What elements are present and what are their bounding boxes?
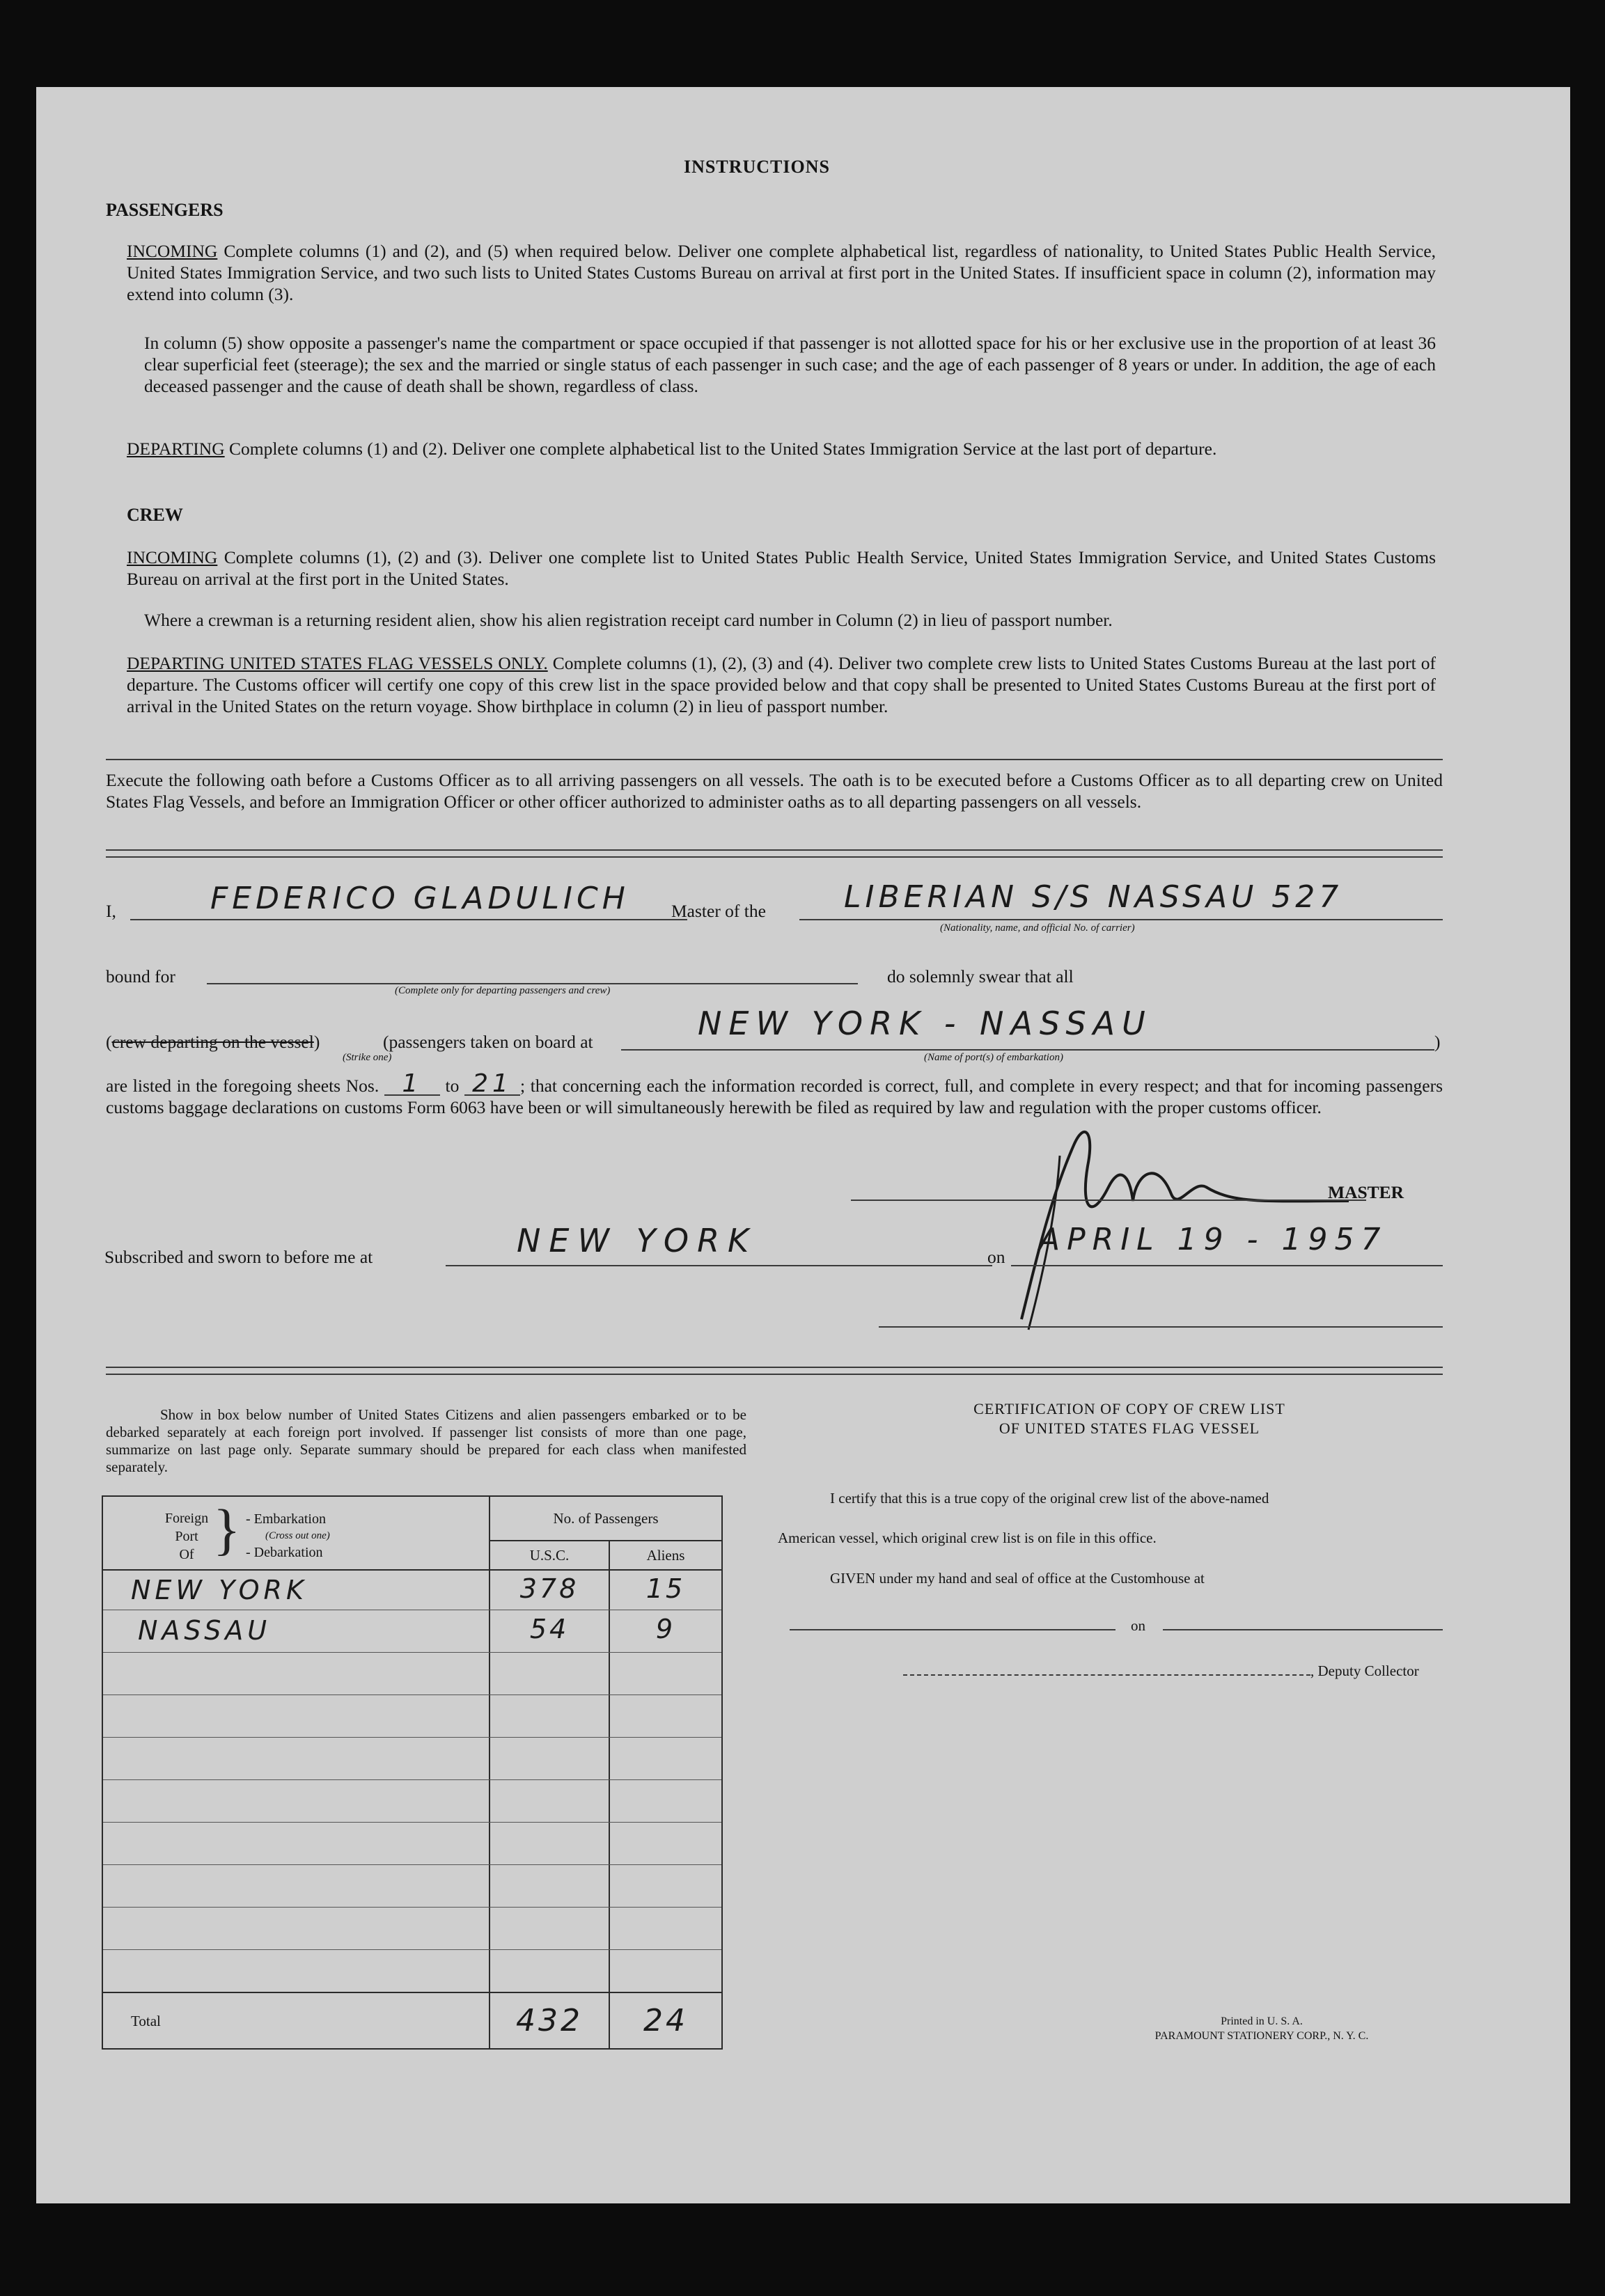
i-label: I, — [106, 901, 116, 921]
officer-signature-line — [879, 1326, 1443, 1328]
deputy-collector-line — [903, 1674, 1310, 1676]
embark-debark-header — [246, 1511, 330, 1561]
listed-rest: ; that concerning each the information recorded is correct, full, and complete in every respect; and that for incoming passengers customs baggage declarations on customs Form 6063 have been or will simultaneously herewith be filed as required by law and regulation with the proper customs officer. — [106, 1076, 1443, 1117]
row-usc: 378 — [519, 1573, 579, 1604]
vessel-name: LIBERIAN S/S NASSAU 527 — [844, 879, 1343, 915]
divider — [106, 856, 1443, 858]
row-port: NEW YORK — [131, 1575, 308, 1605]
master-name: FEDERICO GLADULICH — [210, 881, 629, 916]
port-header-cell — [103, 1497, 490, 1571]
total-usc: 432 — [516, 2003, 583, 2038]
departing-label: DEPARTING — [127, 439, 225, 459]
divider — [106, 849, 1443, 851]
printer-line2: PARAMOUNT STATIONERY CORP., N. Y. C. — [1154, 2030, 1369, 2042]
total-label: Total — [131, 2013, 161, 2029]
manifest-sheet — [36, 87, 1570, 2203]
table-row — [103, 1779, 721, 1823]
total-row — [103, 1993, 721, 2048]
row-aliens: 9 — [655, 1614, 676, 1644]
strike-caption: (Strike one) — [343, 1052, 392, 1063]
table-row — [103, 1652, 721, 1695]
brace-icon: } — [213, 1497, 241, 1561]
sheet-to: 21 — [464, 1073, 520, 1096]
divider — [106, 759, 1443, 760]
sworn-place-line — [446, 1265, 992, 1266]
header-cross: (Cross out one) — [265, 1530, 330, 1541]
table-row — [103, 1571, 721, 1610]
header-port: Port — [175, 1529, 198, 1544]
header-of: Of — [179, 1547, 194, 1562]
sworn-date-line — [1011, 1265, 1443, 1266]
certification-title-line1: CERTIFICATION OF COPY OF CREW LIST — [973, 1400, 1285, 1417]
bound-for-caption: (Complete only for departing passengers and crew) — [395, 985, 611, 996]
bound-for-label: bound for — [106, 966, 175, 986]
departing-text: Complete columns (1) and (2). Deliver one complete alphabetical list to the United States Immigration Service at the last port of departure. — [229, 439, 1217, 459]
certification-title — [816, 1399, 1443, 1438]
on-label: on — [987, 1247, 1005, 1267]
table-row — [103, 1949, 721, 1993]
sheet-from: 1 — [384, 1073, 440, 1096]
certify-line1: I certify that this is a true copy of the original crew list of the above-named — [830, 1490, 1269, 1507]
row-aliens: 15 — [645, 1573, 686, 1604]
table-row — [103, 1695, 721, 1738]
passengers-heading: PASSENGERS — [106, 200, 224, 220]
column5-paragraph: In column (5) show opposite a passenger's name the compartment or space occupied if that passenger is not allotted space for his or her exclusive use in the proportion of at least 36 clear superficial feet (steerage); the sex and the married or single status of each passenger in such case; and the age of each passenger of 8 years or under. In addition, the age of each deceased passenger and the cause of death shall be shown, regardless of class. — [144, 333, 1436, 396]
certification-title-line2: OF UNITED STATES FLAG VESSEL — [999, 1420, 1260, 1437]
oath-intro: Execute the following oath before a Customs Officer as to all arriving passengers on all vessels. The oath is to be executed before a Customs Officer as to all departing crew on United States Flag Vessels, and before an Immigration Officer or other officer authorized to administer oaths as to all departing passengers on all vessels. — [106, 770, 1443, 812]
ports-caption: (Name of port(s) of embarkation) — [924, 1052, 1063, 1063]
incoming-text: Complete columns (1) and (2), and (5) when required below. Deliver one complete alphabetical list, regardless of nationality, to United States Public Health Service, United States Immigration Service, and two such lists to United States Customs Bureau on arrival at first port in the United States. If insufficient space in column (2), information may extend into column (3). — [127, 241, 1436, 304]
master-of-label: Master of the — [671, 901, 766, 921]
subscribed-label: Subscribed and sworn to before me at — [104, 1247, 373, 1267]
vessel-line — [799, 919, 1443, 920]
instructions-title: INSTRUCTIONS — [684, 157, 830, 177]
summary-instructions: Show in box below number of United States Citizens and alien passengers embarked or to be debarked separately at each foreign port involved. If passenger list consists of more than one page, summarize on last page only. Separate summary should be prepared for each class when manifested separately. — [106, 1406, 746, 1475]
crew-incoming-text: Complete columns (1), (2) and (3). Deliver one complete list to United States Public Health Service, United States Immigration Service, and United States Customs Bureau on arrival at the first port in the United States. — [127, 547, 1436, 589]
header-debark: - Debarkation — [246, 1545, 323, 1560]
crew-heading: CREW — [127, 505, 183, 525]
divider — [106, 1374, 1443, 1375]
printer-line1: Printed in U. S. A. — [1221, 2015, 1303, 2027]
vessel-caption: (Nationality, name, and official No. of carrier) — [940, 922, 1135, 934]
table-row — [103, 1907, 721, 1950]
aliens-header: Aliens — [610, 1541, 721, 1571]
flag-vessels-label: DEPARTING UNITED STATES FLAG VESSELS ONLY. — [127, 653, 548, 673]
foreign-port-of-header — [159, 1509, 214, 1564]
given-line: GIVEN under my hand and seal of office at the Customhouse at — [830, 1570, 1205, 1587]
crew-incoming-label: INCOMING — [127, 547, 218, 567]
deputy-collector-label: , Deputy Collector — [1310, 1662, 1419, 1679]
header-foreign: Foreign — [164, 1511, 209, 1526]
certify-line2: American vessel, which original crew list is on file in this office. — [778, 1530, 1157, 1546]
name-line — [130, 919, 687, 920]
table-row — [103, 1737, 721, 1780]
flag-vessels-paragraph — [127, 652, 1436, 717]
table-row — [103, 1864, 721, 1908]
incoming-label: INCOMING — [127, 241, 218, 261]
master-signature — [969, 1090, 1359, 1340]
strike-one-line: (crew departing on the vessel) — [106, 1032, 320, 1052]
certification-on-label: on — [1131, 1617, 1145, 1634]
header-embark: - Embarkation — [246, 1511, 326, 1527]
no-passengers-header: No. of Passengers — [490, 1497, 721, 1541]
swear-label: do solemnly swear that all — [887, 966, 1074, 986]
usc-header: U.S.C. — [490, 1541, 610, 1571]
bound-for-line — [207, 983, 858, 984]
listed-label: are listed in the foregoing sheets Nos. — [106, 1076, 379, 1096]
summary-rows — [103, 1571, 721, 2038]
table-row — [103, 1822, 721, 1865]
crew-departing-struck: crew departing on the vessel — [111, 1032, 314, 1052]
sworn-date: APRIL 19 - 1957 — [1039, 1222, 1388, 1257]
crewman-paragraph: Where a crewman is a returning resident alien, show his alien registration receipt card number in Column (2) in lieu of passport number. — [144, 610, 1113, 630]
flag-vessels-text: Complete columns (1), (2), (3) and (4). Deliver two complete crew lists to United States Customs Bureau at the last port of departure. The Customs officer will certify one copy of this crew list in the space provided below and that copy shall be presented to United States Customs Bureau at the first port of arrival in the United States on the return voyage. Show birthplace in column (2) in lieu of passport number. — [127, 653, 1436, 716]
row-port: NASSAU — [138, 1615, 272, 1646]
to-label: to — [445, 1076, 460, 1096]
certification-date-line — [1163, 1629, 1443, 1630]
ports-line — [621, 1049, 1434, 1051]
master-label: MASTER — [1328, 1182, 1404, 1202]
departing-paragraph — [127, 438, 1436, 459]
master-signature-line — [851, 1200, 1366, 1201]
printer-imprint — [1095, 2014, 1429, 2043]
table-row — [103, 1610, 721, 1653]
divider — [106, 1367, 1443, 1368]
row-usc: 54 — [529, 1614, 570, 1644]
crew-incoming-paragraph — [127, 547, 1436, 590]
passenger-summary-box — [102, 1495, 723, 2050]
embarkation-ports: NEW YORK - NASSAU — [698, 1005, 1152, 1042]
passengers-incoming-paragraph — [127, 240, 1436, 305]
sworn-place: NEW YORK — [517, 1222, 758, 1259]
close-paren: ) — [1434, 1032, 1441, 1052]
passengers-taken-label: (passengers taken on board at — [383, 1032, 593, 1052]
total-aliens: 24 — [643, 2003, 688, 2038]
customhouse-line — [790, 1629, 1115, 1630]
